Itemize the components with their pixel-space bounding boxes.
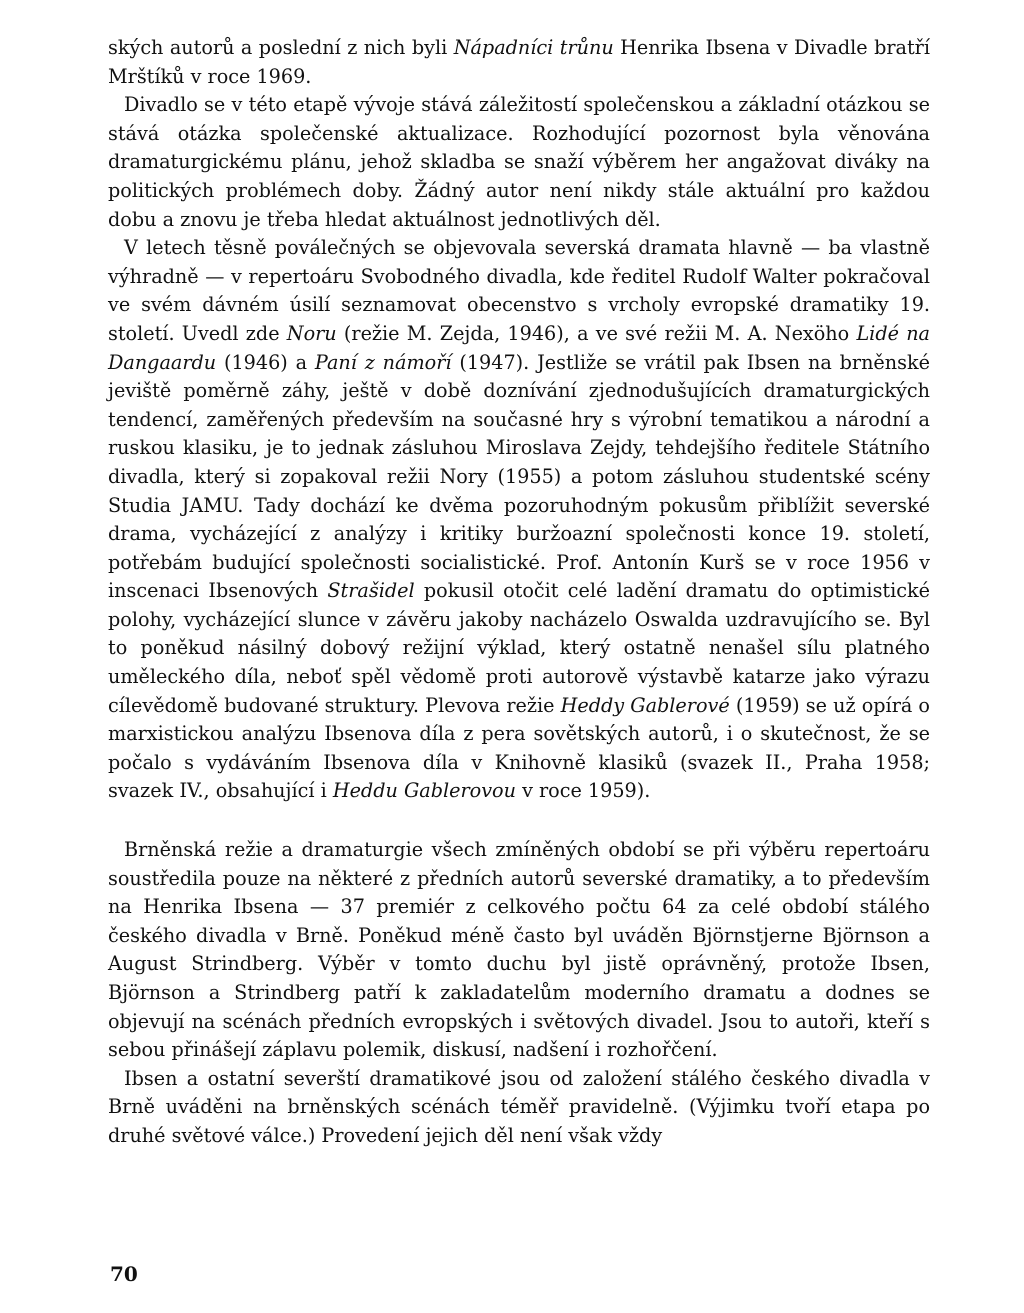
italic-title: Strašidel — [327, 579, 415, 603]
page-body — [108, 34, 930, 1151]
text-run: (režie M. Zejda, 1946), a ve své režii M. A. Nexöho — [336, 321, 857, 345]
text-run: V letech těsně poválečných se objevovala severská dramata hlavně — ba vlastně výhradně — v repertoáru Svobodného divadla, kde ředitel Rudolf Walter pokračoval ve svém dávném úsilí seznamovat obecenstvo s vrcholy evropské dramatiky 19. století. Uvedl zde — [108, 236, 930, 345]
paragraph — [108, 1065, 930, 1151]
paragraph — [108, 91, 930, 234]
italic-title: Noru — [286, 321, 337, 345]
text-run: pokusil otočit celé ladění dramatu do optimistické polohy, vycházející slunce v závěru jakoby nacházelo Oswalda uzdravujícího se. Byl to poněkud násilný dobový režijní výklad, který ostatně nenašel sílu platného uměleckého díla, neboť spěl vědomě proti autorově výstavbě katarze jako výrazu cílevědomě budované struktury. Plevova režie — [108, 579, 930, 717]
italic-title: Nápadníci trůnu — [453, 36, 614, 59]
page-number: 70 — [110, 1262, 138, 1286]
italic-title: Paní z námoří — [314, 350, 452, 374]
italic-title: Lidé na Dangaardu — [108, 321, 930, 374]
text-run: v roce 1959). — [515, 779, 651, 803]
text-run: (1946) a — [216, 350, 315, 374]
text-run: Ibsen a ostatní severští dramatikové jsou od založení stálého českého divadla v Brně uváděni na brněnských scénách téměř pravidelně. (Výjimku tvoří etapa po druhé světové válce.) Provedení jejich děl není však vždy — [108, 1066, 930, 1147]
paragraph — [108, 234, 930, 806]
text-run: Divadlo se v této etapě vývoje stává záležitostí společenskou a základní otázkou se stává otázka společenské aktualizace. Rozhodující pozornost byla věnována dramaturgickému plánu, jehož skladba se snaží výběrem her angažovat diváky na politických problémech doby. Žádný autor není nikdy stále aktuální pro každou dobu a znovu je třeba hledat aktuálnost jednotlivých děl. — [108, 93, 930, 231]
text-run: Henrika Ibsena v Divadle bratří Mrštíků v roce 1969. — [108, 36, 930, 88]
text-run: ských autorů a poslední z nich byli — [108, 36, 454, 59]
section-gap — [108, 806, 930, 836]
paragraph — [108, 34, 930, 91]
text-run: Brněnská režie a dramaturgie všech zmíněných období se při výběru repertoáru soustředila pouze na některé z předních autorů severské dramatiky, a to především na Henrika Ibsena — 37 premiér z celkového počtu 64 za celé období stálého českého divadla v Brně. Poněkud méně často byl uváděn Björnstjerne Björnson a August Strindberg. Výběr v tomto duchu byl jistě oprávněný, protože Ibsen, Björnson a Strindberg patří k zakladatelům moderního dramatu a dodnes se objevují na scénách předních evropských i světových divadel. Jsou to autoři, kteří s sebou přinášejí záplavu polemik, diskusí, nadšení i rozhořčení. — [108, 838, 930, 1062]
italic-title: Heddy Gablerové — [560, 693, 730, 717]
text-run: (1959) se už opírá o marxistickou analýzu Ibsenova díla z pera sovětských autorů, i o skutečnost, že se počalo s vydáváním Ibsenova díla v Knihovně klasiků (svazek II., Praha 1958; svazek IV., obsahující i — [108, 693, 930, 803]
text-run: (1947). Jestliže se vrátil pak Ibsen na brněnské jeviště poměrně záhy, ještě v době doznívání zjednodušujících dramaturgických tendencí, zaměřených především na současné hry s výrobní tematikou a národní a ruskou klasiku, je to jednak zásluhou Miroslava Zejdy, tehdejšího ředitele Státního divadla, který si zopakoval režii Nory (1955) a potom zásluhou studentské scény Studia JAMU. Tady dochází ke dvěma pozoruhodným pokusům přiblížit severské drama, vycházející z analýzy i kritiky buržoazní společnosti konce 19. století, potřebám budující společnosti socialistické. Prof. Antonín Kurš se v roce 1956 v inscenaci Ibsenových — [108, 350, 930, 603]
paragraph — [108, 836, 930, 1065]
italic-title: Heddu Gablerovou — [332, 779, 516, 803]
